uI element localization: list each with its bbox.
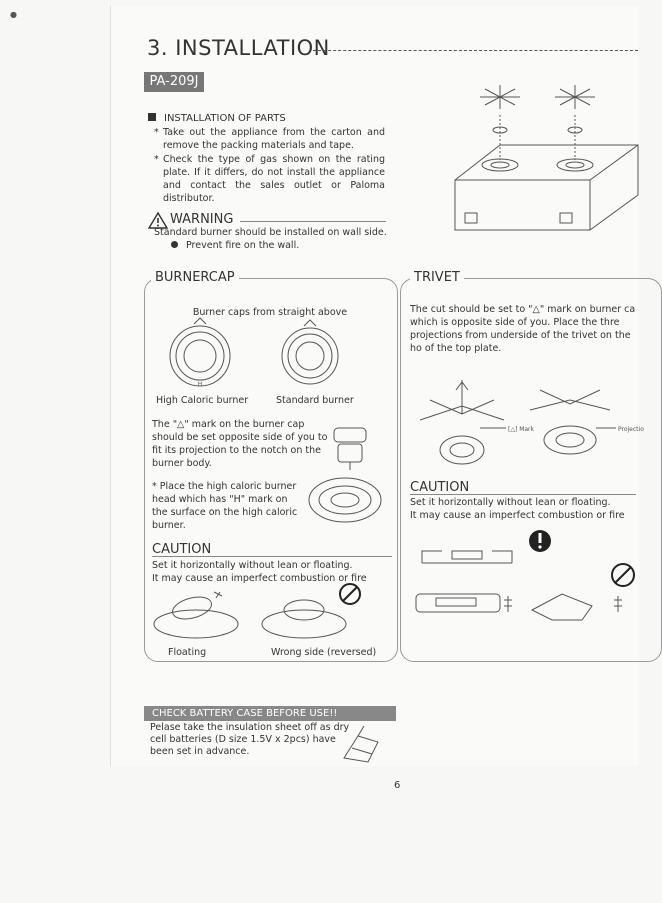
square-bullet-icon	[148, 113, 156, 121]
burnercap-note2: * Place the high caloric burner head which has "H" mark on the surface on the high caloric burner.	[152, 481, 298, 531]
high-caloric-cap-diagram	[160, 320, 240, 392]
burnercap-caution-title: CAUTION	[152, 542, 212, 557]
parts-bullet-1	[154, 126, 385, 152]
section-title: 3. INSTALLATION	[147, 36, 330, 60]
parts-bullet-2-text: Check the type of gas shown on the rating plate. If it differs, do not install the appliance and contact the sales outlet or Paloma distributor.	[163, 154, 385, 204]
trivet-diagram	[410, 370, 644, 472]
label-floating: Floating	[168, 647, 207, 658]
label-standard: Standard burner	[276, 395, 354, 406]
trivet-caution-rule	[410, 494, 636, 495]
label-wrong-side: Wrong side (reversed)	[271, 647, 377, 658]
burnercap-caution-rule	[152, 556, 392, 557]
prohibited-icon	[610, 562, 636, 588]
standard-cap-diagram	[270, 320, 350, 392]
parts-bullet-2	[154, 153, 385, 205]
mark-label: [△] Mark	[508, 426, 534, 433]
parts-bullet-1-text: Take out the appliance from the carton and remove the packing materials and tape.	[163, 127, 385, 151]
burnercap-caution-line1: Set it horizontally without lean or floating.	[152, 560, 353, 571]
warning-rule	[240, 221, 386, 222]
warning-title: WARNING	[170, 212, 234, 227]
warning-sub	[171, 240, 299, 251]
model-label: PA-209J	[144, 72, 204, 92]
burnercap-title: BURNERCAP	[151, 270, 239, 285]
page-number: 6	[394, 780, 401, 791]
prohibited-icon	[338, 582, 362, 606]
scan-speck: ●	[10, 10, 17, 19]
cap-side-diagram	[326, 422, 376, 470]
stove-illustration	[440, 85, 638, 245]
asterisk-icon: *	[154, 154, 159, 165]
warning-sub-text: Prevent fire on the wall.	[186, 240, 300, 251]
h-mark-label: H	[197, 381, 203, 388]
trivet-text: The cut should be set to "△" mark on burner ca which is opposite side of you. Place the thre projections from underside of the trivet on the ho of the top plate.	[410, 304, 636, 354]
asterisk-icon: *	[154, 127, 159, 138]
floating-cap-diagram	[150, 588, 242, 642]
burner-head-diagram	[306, 470, 384, 530]
trivet-caution-title: CAUTION	[410, 480, 470, 495]
battery-case-diagram	[338, 724, 386, 764]
parts-heading-text: INSTALLATION OF PARTS	[164, 113, 286, 124]
battery-heading: CHECK BATTERY CASE BEFORE USE!!	[144, 706, 396, 721]
parts-heading	[148, 113, 286, 124]
trivet-side-wrong-diagram	[412, 586, 638, 626]
bullet-dot-icon	[171, 241, 178, 248]
burnercap-caution-line2: It may cause an imperfect combustion or fire	[152, 573, 367, 584]
projection-label: Projectio	[618, 426, 644, 433]
trivet-caution-line1: Set it horizontally without lean or floating.	[410, 497, 611, 508]
trivet-side-correct-diagram	[412, 545, 522, 567]
battery-text: Pelase take the insulation sheet off as dry cell batteries (D size 1.5V x 2pcs) have been set in advance.	[150, 722, 350, 757]
wrong-side-cap-diagram	[258, 588, 350, 642]
title-rule	[313, 50, 638, 51]
warning-text: Standard burner should be installed on wall side.	[154, 227, 387, 238]
burnercap-note1: The "△" mark on the burner cap should be set opposite side of you to fit its projection to the notch on the burner body.	[152, 419, 328, 469]
alert-icon	[528, 528, 552, 554]
label-high-caloric: High Caloric burner	[156, 395, 249, 406]
trivet-caution-line2: It may cause an imperfect combustion or fire	[410, 510, 625, 521]
trivet-title: TRIVET	[410, 270, 464, 285]
burnercap-caption: Burner caps from straight above	[192, 307, 348, 318]
